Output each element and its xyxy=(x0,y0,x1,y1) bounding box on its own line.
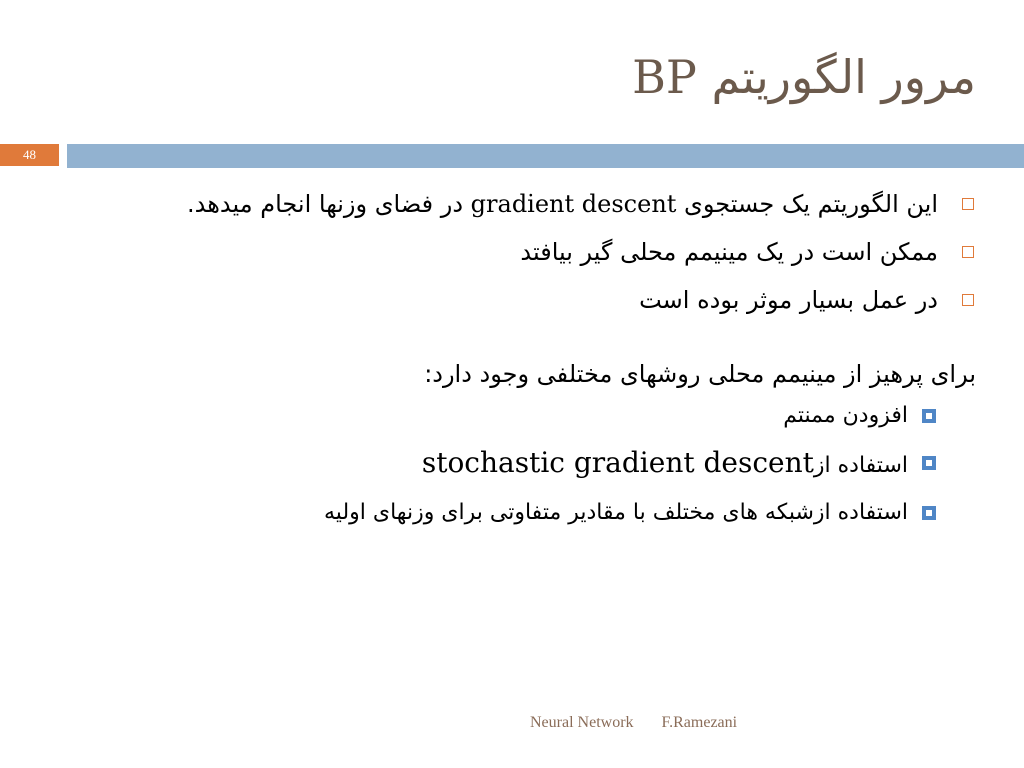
bullet-text: در عمل بسیار موثر بوده است xyxy=(639,286,938,314)
slide-title: مرور الگوریتم BP xyxy=(632,50,976,104)
footer xyxy=(530,714,765,732)
filled-square-bullet-icon xyxy=(922,506,936,520)
sub-bullet-item xyxy=(140,447,976,482)
slide-content xyxy=(140,186,976,544)
bullet-text-after: در فضای وزنها انجام میدهد. xyxy=(187,190,471,218)
footer-course: Neural Network xyxy=(530,714,634,731)
sub-bullet-text: استفاده ازشبکه های مختلف با مقادیر متفاوتی برای وزنهای اولیه xyxy=(324,500,908,525)
sub-bullet-list xyxy=(140,400,976,529)
filled-square-bullet-icon xyxy=(922,456,936,470)
footer-author: F.Ramezani xyxy=(661,714,738,731)
page-number: 48 xyxy=(23,147,36,162)
bullet-item xyxy=(140,234,976,270)
bullet-latin-term: gradient descent xyxy=(470,190,677,218)
bullet-list xyxy=(140,186,976,318)
sub-bullet-text-before: استفاده از xyxy=(813,453,908,478)
page-number-badge xyxy=(0,144,59,166)
bullet-text-before: این الگوریتم یک جستجوی xyxy=(676,190,938,218)
sub-bullet-latin-term: stochastic gradient descent xyxy=(421,446,814,479)
intro-paragraph: برای پرهیز از مینیمم محلی روشهای مختلفی وجود دارد: xyxy=(424,360,976,388)
filled-square-bullet-icon xyxy=(922,409,936,423)
square-bullet-icon xyxy=(962,246,974,258)
bullet-item xyxy=(140,282,976,318)
bullet-item xyxy=(140,186,976,222)
bullet-text: ممکن است در یک مینیمم محلی گیر بیافتد xyxy=(520,238,938,266)
square-bullet-icon xyxy=(962,294,974,306)
sub-bullet-item xyxy=(140,400,976,432)
sub-bullet-text: افزودن ممنتم xyxy=(783,403,908,428)
square-bullet-icon xyxy=(962,198,974,210)
title-divider-bar xyxy=(67,144,1024,168)
sub-bullet-item xyxy=(140,497,976,529)
